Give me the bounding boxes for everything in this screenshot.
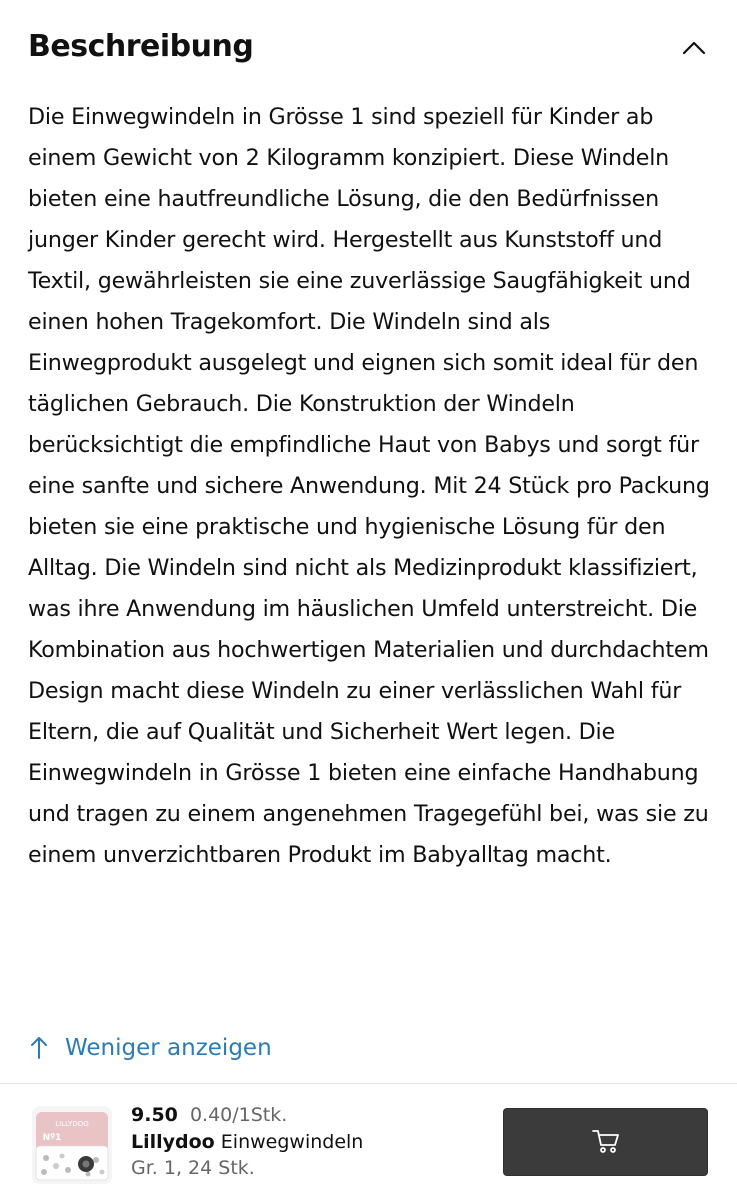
product-name-line — [131, 1129, 363, 1155]
section-title: Beschreibung — [28, 29, 254, 64]
product-name: Einwegwindeln — [220, 1131, 364, 1153]
description-section-header[interactable] — [28, 24, 709, 72]
add-to-cart-button[interactable] — [503, 1108, 708, 1176]
shopping-cart-icon — [591, 1127, 621, 1158]
sticky-purchase-bar — [0, 1083, 737, 1200]
product-variant: Gr. 1, 24 Stk. — [131, 1157, 255, 1179]
product-thumbnail[interactable] — [32, 1106, 112, 1184]
price-line — [131, 1102, 287, 1128]
description-text: Die Einwegwindeln in Grösse 1 sind speziell für Kinder ab einem Gewicht von 2 Kilogramm konzipiert. Diese Windeln bieten eine hautfreundliche Lösung, die den Bedürfnissen junger Kinder gerecht wird. Hergestellt aus Kunststoff und Textil, gewährleisten sie eine zuverlässige Saugfähigkeit und einen hohen Tragekomfort. Die Windeln sind als Einwegprodukt ausgelegt und eignen sich somit ideal für den täglichen Gebrauch. Die Konstruktion der Windeln berücksichtigt die empfindliche Haut von Babys und sorgt für eine sanfte und sichere Anwendung. Mit 24 Stück pro Packung bieten sie eine praktische und hygienische Lösung für den Alltag. Die Windeln sind nicht als Medizinprodukt klassifiziert, was ihre Anwendung im häuslichen Umfeld unterstreicht. Die Kombination aus hochwertigen Materialien und durchdachtem Design macht diese Windeln zu einer verlässlichen Wahl für Eltern, die auf Qualität und Sicherheit Wert legen. Die Einwegwindeln in Grösse 1 bieten eine einfache Handhabung und tragen zu einem angenehmen Tragegefühl bei, was sie zu einem unverzichtbaren Produkt im Babyalltag macht. — [28, 104, 710, 868]
arrow-up-icon — [28, 1035, 50, 1061]
thumbnail-size-text: Nº1 — [42, 1133, 62, 1143]
unit-price: 0.40/1Stk. — [189, 1104, 288, 1126]
show-less-link[interactable] — [28, 1028, 272, 1068]
price: 9.50 — [131, 1104, 178, 1126]
chevron-up-icon[interactable] — [679, 33, 709, 63]
thumbnail-brand-text: LILLYDOO — [55, 1120, 89, 1128]
brand-name: Lillydoo — [131, 1131, 215, 1153]
show-less-label: Weniger anzeigen — [65, 1035, 272, 1061]
